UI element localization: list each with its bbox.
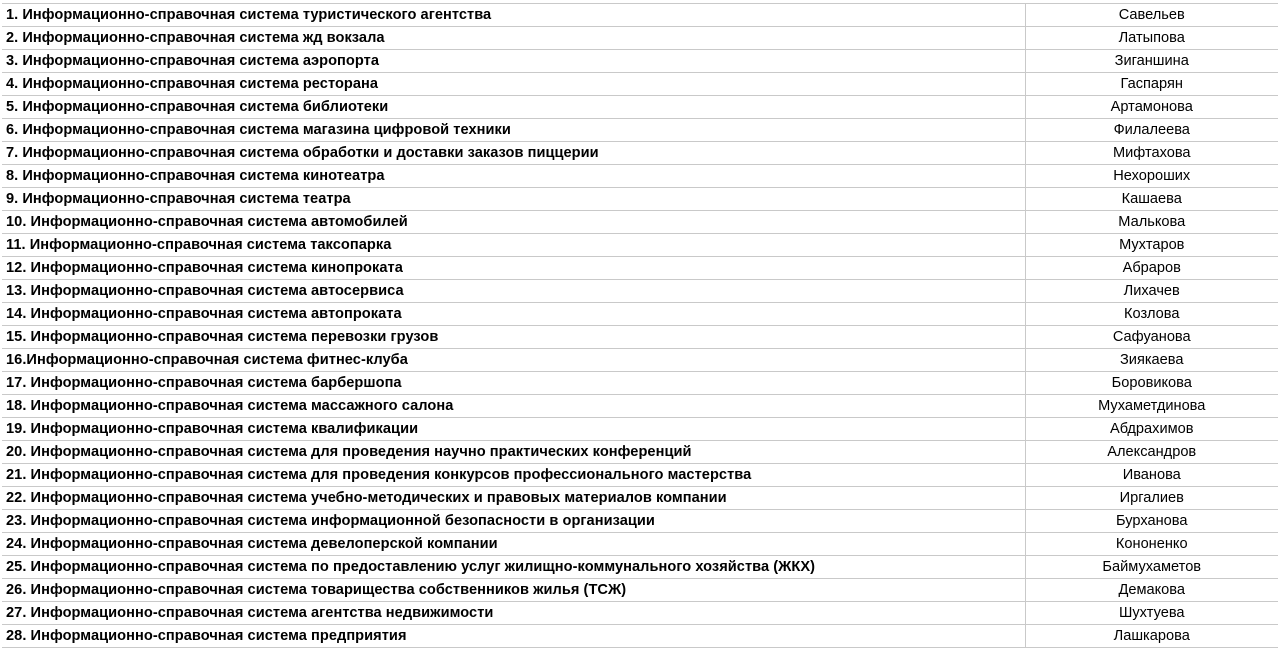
topic-cell[interactable]: 19. Информационно-справочная система квалификации [2, 418, 1025, 441]
student-cell[interactable]: Артамонова [1025, 96, 1278, 119]
topic-cell[interactable]: 24. Информационно-справочная система девелоперской компании [2, 533, 1025, 556]
topic-cell[interactable]: 13. Информационно-справочная система автосервиса [2, 280, 1025, 303]
student-cell[interactable]: Лашкарова [1025, 625, 1278, 648]
student-cell[interactable]: Иванова [1025, 464, 1278, 487]
table-row [2, 280, 1278, 303]
topic-cell[interactable]: 25. Информационно-справочная система по предоставлению услуг жилищно-коммунального хозяйства (ЖКХ) [2, 556, 1025, 579]
topic-cell[interactable]: 8. Информационно-справочная система кинотеатра [2, 165, 1025, 188]
student-cell[interactable]: Сафуанова [1025, 326, 1278, 349]
student-cell[interactable]: Зиякаева [1025, 349, 1278, 372]
table-row [2, 234, 1278, 257]
topic-cell[interactable]: 12. Информационно-справочная система кинопроката [2, 257, 1025, 280]
topic-cell[interactable]: 5. Информационно-справочная система библиотеки [2, 96, 1025, 119]
student-cell[interactable]: Нехороших [1025, 165, 1278, 188]
table-row [2, 27, 1278, 50]
student-cell[interactable]: Шухтуева [1025, 602, 1278, 625]
table-row [2, 418, 1278, 441]
student-cell[interactable]: Малькова [1025, 211, 1278, 234]
topic-cell[interactable]: 1. Информационно-справочная система туристического агентства [2, 4, 1025, 27]
student-cell[interactable]: Мухаметдинова [1025, 395, 1278, 418]
student-cell[interactable]: Филалеева [1025, 119, 1278, 142]
topic-cell[interactable]: 26. Информационно-справочная система товарищества собственников жилья (ТСЖ) [2, 579, 1025, 602]
topic-cell[interactable]: 17. Информационно-справочная система барбершопа [2, 372, 1025, 395]
topic-cell[interactable]: 10. Информационно-справочная система автомобилей [2, 211, 1025, 234]
topic-cell[interactable]: 7. Информационно-справочная система обработки и доставки заказов пиццерии [2, 142, 1025, 165]
table-row [2, 211, 1278, 234]
student-cell[interactable]: Козлова [1025, 303, 1278, 326]
student-cell[interactable]: Гаспарян [1025, 73, 1278, 96]
table-row [2, 142, 1278, 165]
topic-cell[interactable]: 18. Информационно-справочная система массажного салона [2, 395, 1025, 418]
student-cell[interactable]: Мифтахова [1025, 142, 1278, 165]
table-row [2, 349, 1278, 372]
topic-cell[interactable]: 6. Информационно-справочная система магазина цифровой техники [2, 119, 1025, 142]
table-row [2, 602, 1278, 625]
student-cell[interactable]: Зиганшина [1025, 50, 1278, 73]
table-row [2, 303, 1278, 326]
topic-cell[interactable]: 9. Информационно-справочная система театра [2, 188, 1025, 211]
student-cell[interactable]: Кононенко [1025, 533, 1278, 556]
topic-cell[interactable]: 28. Информационно-справочная система предприятия [2, 625, 1025, 648]
student-cell[interactable]: Александров [1025, 441, 1278, 464]
topic-cell[interactable]: 2. Информационно-справочная система жд вокзала [2, 27, 1025, 50]
student-cell[interactable]: Демакова [1025, 579, 1278, 602]
table-row [2, 464, 1278, 487]
student-cell[interactable]: Бурханова [1025, 510, 1278, 533]
student-cell[interactable]: Кашаева [1025, 188, 1278, 211]
table-row [2, 372, 1278, 395]
student-cell[interactable]: Латыпова [1025, 27, 1278, 50]
table-row [2, 556, 1278, 579]
table-row [2, 395, 1278, 418]
student-cell[interactable]: Баймухаметов [1025, 556, 1278, 579]
topic-cell[interactable]: 23. Информационно-справочная система информационной безопасности в организации [2, 510, 1025, 533]
table-row [2, 165, 1278, 188]
table-row [2, 257, 1278, 280]
table-row [2, 4, 1278, 27]
table-row [2, 96, 1278, 119]
topic-cell[interactable]: 14. Информационно-справочная система автопроката [2, 303, 1025, 326]
table-row [2, 441, 1278, 464]
student-cell[interactable]: Боровикова [1025, 372, 1278, 395]
assignment-table [2, 3, 1278, 648]
table-row [2, 50, 1278, 73]
table-row [2, 533, 1278, 556]
student-cell[interactable]: Абраров [1025, 257, 1278, 280]
student-cell[interactable]: Иргалиев [1025, 487, 1278, 510]
topic-cell[interactable]: 15. Информационно-справочная система перевозки грузов [2, 326, 1025, 349]
topic-cell[interactable]: 16.Информационно-справочная система фитнес-клуба [2, 349, 1025, 372]
table-row [2, 487, 1278, 510]
topic-cell[interactable]: 20. Информационно-справочная система для проведения научно практических конференций [2, 441, 1025, 464]
table-row [2, 510, 1278, 533]
table-row [2, 326, 1278, 349]
student-cell[interactable]: Абдрахимов [1025, 418, 1278, 441]
topic-cell[interactable]: 22. Информационно-справочная система учебно-методических и правовых материалов компании [2, 487, 1025, 510]
student-cell[interactable]: Лихачев [1025, 280, 1278, 303]
student-cell[interactable]: Савельев [1025, 4, 1278, 27]
topic-cell[interactable]: 3. Информационно-справочная система аэропорта [2, 50, 1025, 73]
assignment-table-body [2, 4, 1278, 648]
table-row [2, 188, 1278, 211]
table-row [2, 119, 1278, 142]
student-cell[interactable]: Мухтаров [1025, 234, 1278, 257]
table-row [2, 625, 1278, 648]
topic-cell[interactable]: 11. Информационно-справочная система таксопарка [2, 234, 1025, 257]
table-row [2, 579, 1278, 602]
topic-cell[interactable]: 4. Информационно-справочная система ресторана [2, 73, 1025, 96]
topic-cell[interactable]: 21. Информационно-справочная система для проведения конкурсов профессионального мастерства [2, 464, 1025, 487]
table-row [2, 73, 1278, 96]
topic-cell[interactable]: 27. Информационно-справочная система агентства недвижимости [2, 602, 1025, 625]
